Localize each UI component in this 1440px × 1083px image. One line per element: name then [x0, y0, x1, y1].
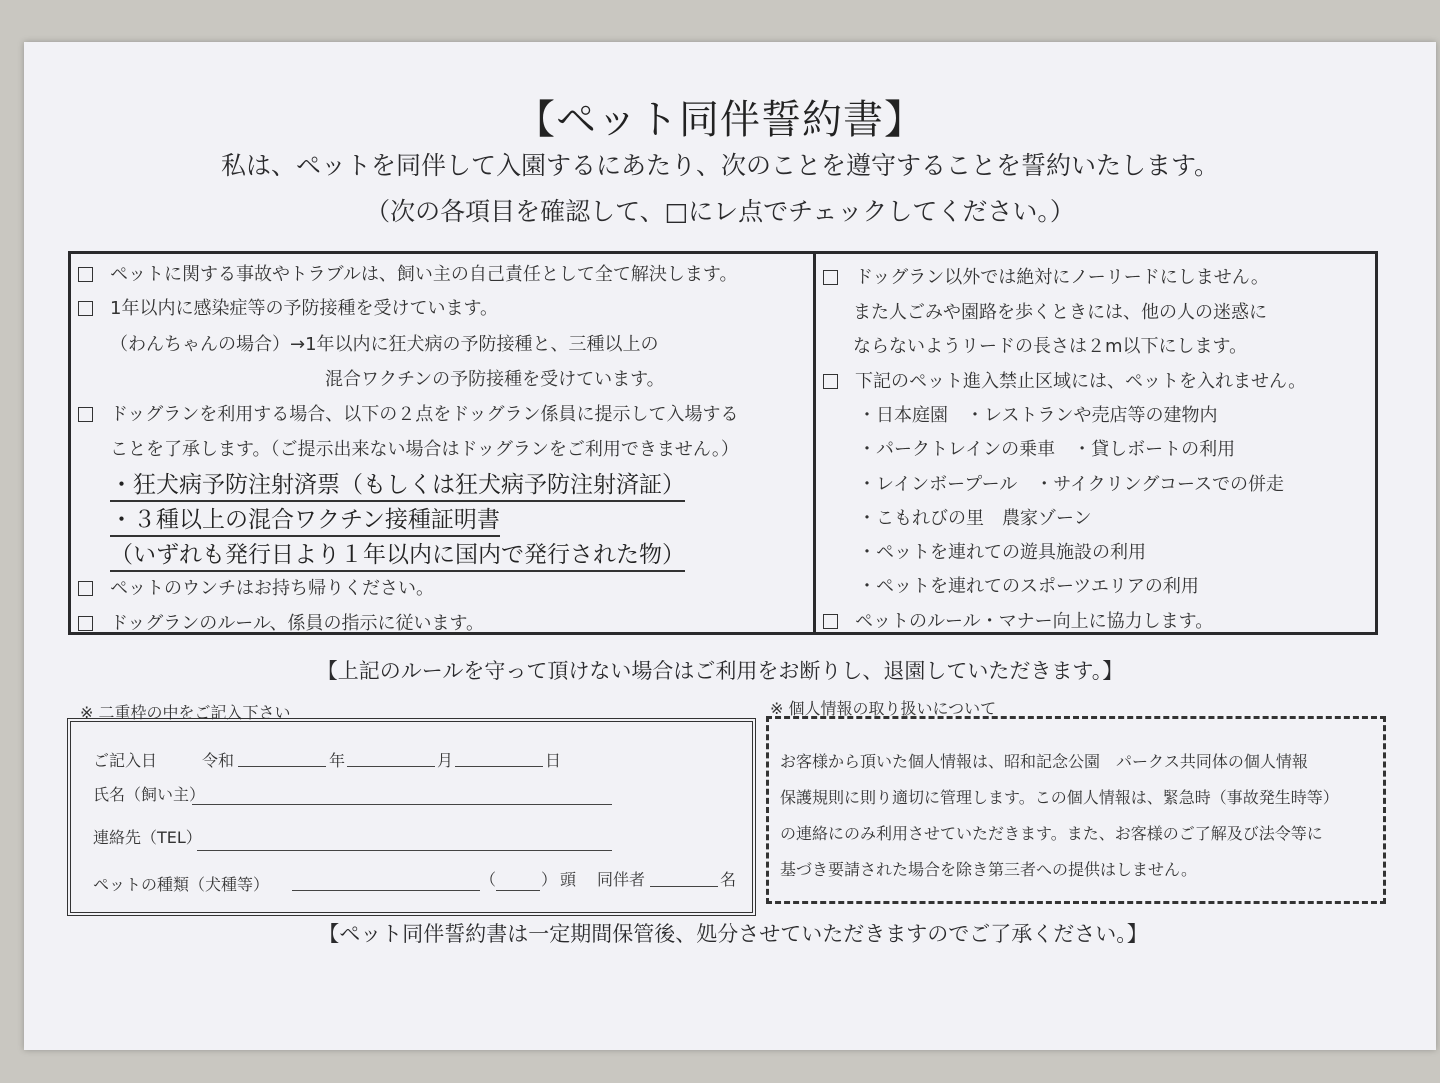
violation-notice: 【上記のルールを守って頂けない場合はご利用をお断りし、退園していただきます。】 — [316, 659, 1124, 683]
person-unit-label: 名 — [720, 870, 737, 889]
checkbox-icon[interactable] — [78, 301, 93, 316]
intro-instruction: （次の各項目を確認して、□にレ点でチェックしてください。） — [365, 197, 1075, 226]
date-label: ご記入日 — [93, 751, 158, 770]
privacy-text-line: お客様から頂いた個人情報は、昭和記念公園 パークス共同体の個人情報 — [780, 752, 1308, 771]
restricted-zone: ・レインボープール ・サイクリングコースでの併走 — [858, 474, 1285, 495]
rule-subtext: また人ごみや園路を歩くときには、他の人の迷惑に — [853, 302, 1267, 323]
rule-item-accident: ペットに関する事故やトラブルは、飼い主の自己責任として全て解決します。 — [78, 260, 737, 286]
year-label: 年 — [329, 751, 346, 770]
companion-label: 同伴者 — [597, 870, 646, 889]
checkbox-icon[interactable] — [78, 267, 93, 282]
rule-item-staff: ドッグランのルール、係員の指示に従います。 — [78, 609, 484, 635]
checkbox-icon[interactable] — [78, 407, 93, 422]
rules-divider — [813, 254, 816, 632]
rule-subtext: 混合ワクチンの予防接種を受けています。 — [325, 369, 665, 390]
month-field[interactable] — [347, 766, 435, 767]
owner-name-field[interactable] — [192, 804, 612, 805]
checkbox-icon[interactable] — [823, 270, 838, 285]
privacy-caption: ※ 個人情報の取り扱いについて — [770, 699, 997, 718]
rule-item-restricted-areas: 下記のペット進入禁止区域には、ペットを入れません。 — [823, 367, 1306, 393]
pet-type-label: ペットの種類（犬種等） — [93, 875, 270, 894]
pet-count-close: ） — [541, 870, 558, 889]
rule-item-leash: ドッグラン以外では絶対にノーリードにしません。 — [823, 263, 1269, 289]
required-document: ・３種以上の混合ワクチン接種証明書 — [110, 501, 500, 537]
required-document: （いずれも発行日より１年以内に国内で発行された物） — [110, 536, 685, 572]
restricted-zone: ・ペットを連れてのスポーツエリアの利用 — [858, 576, 1199, 597]
day-label: 日 — [545, 751, 562, 770]
checkbox-icon[interactable] — [78, 581, 93, 596]
pet-count-open: （ — [480, 870, 497, 889]
rule-subtext: ならないようリードの長さは２m以下にします。 — [853, 336, 1248, 357]
required-document: ・狂犬病予防注射済票（もしくは狂犬病予防注射済証） — [110, 466, 685, 502]
intro-statement: 私は、ペットを同伴して入園するにあたり、次のことを遵守することを誓約いたします。 — [220, 151, 1219, 180]
day-field[interactable] — [455, 766, 543, 767]
rule-item-dogrun: ドッグランを利用する場合、以下の２点をドッグラン係員に提示して入場する — [78, 400, 739, 426]
month-label: 月 — [437, 751, 454, 770]
era-label: 令和 — [202, 751, 235, 770]
form-caption: ※ 二重枠の中をご記入下さい — [80, 703, 291, 722]
restricted-zone: ・パークトレインの乗車 ・貸しボートの利用 — [858, 439, 1236, 460]
checkbox-icon[interactable] — [823, 614, 838, 629]
retention-notice: 【ペット同伴誓約書は一定期間保管後、処分させていただきますのでご了承ください。】 — [318, 922, 1148, 946]
restricted-zone: ・日本庭園 ・レストランや売店等の建物内 — [858, 405, 1218, 426]
rule-subtext: （わんちゃんの場合）→1年以内に狂犬病の予防接種と、三種以上の — [110, 334, 659, 355]
pet-count-field[interactable] — [496, 890, 540, 891]
owner-name-label: 氏名（飼い主） — [93, 785, 206, 804]
restricted-zone: ・こもれびの里 農家ゾーン — [858, 508, 1092, 529]
privacy-text-line: 保護規則に則り適切に管理します。この個人情報は、緊急時（事故発生時等） — [780, 788, 1339, 807]
document-title: 【ペット同伴誓約書】 — [515, 97, 925, 143]
restricted-zone: ・ペットを連れての遊具施設の利用 — [858, 542, 1146, 563]
rule-subtext: ことを了承します。（ご提示出来ない場合はドッグランをご利用できません。） — [110, 439, 739, 460]
privacy-text-line: 基づき要請された場合を除き第三者への提供はしません。 — [780, 860, 1197, 879]
rule-item-waste: ペットのウンチはお持ち帰りください。 — [78, 574, 434, 600]
head-unit-label: 頭 — [560, 870, 577, 889]
checkbox-icon[interactable] — [78, 616, 93, 631]
phone-label: 連絡先（TEL） — [93, 828, 202, 847]
privacy-text-line: の連絡にのみ利用させていただきます。また、お客様のご了解及び法令等に — [780, 824, 1323, 843]
pet-type-field[interactable] — [292, 890, 480, 891]
rule-item-manners: ペットのルール・マナー向上に協力します。 — [823, 607, 1213, 633]
year-field[interactable] — [238, 766, 326, 767]
companion-count-field[interactable] — [650, 886, 718, 887]
rule-item-vaccination: 1年以内に感染症等の予防接種を受けています。 — [78, 294, 498, 320]
phone-field[interactable] — [197, 850, 612, 851]
checkbox-icon[interactable] — [823, 374, 838, 389]
